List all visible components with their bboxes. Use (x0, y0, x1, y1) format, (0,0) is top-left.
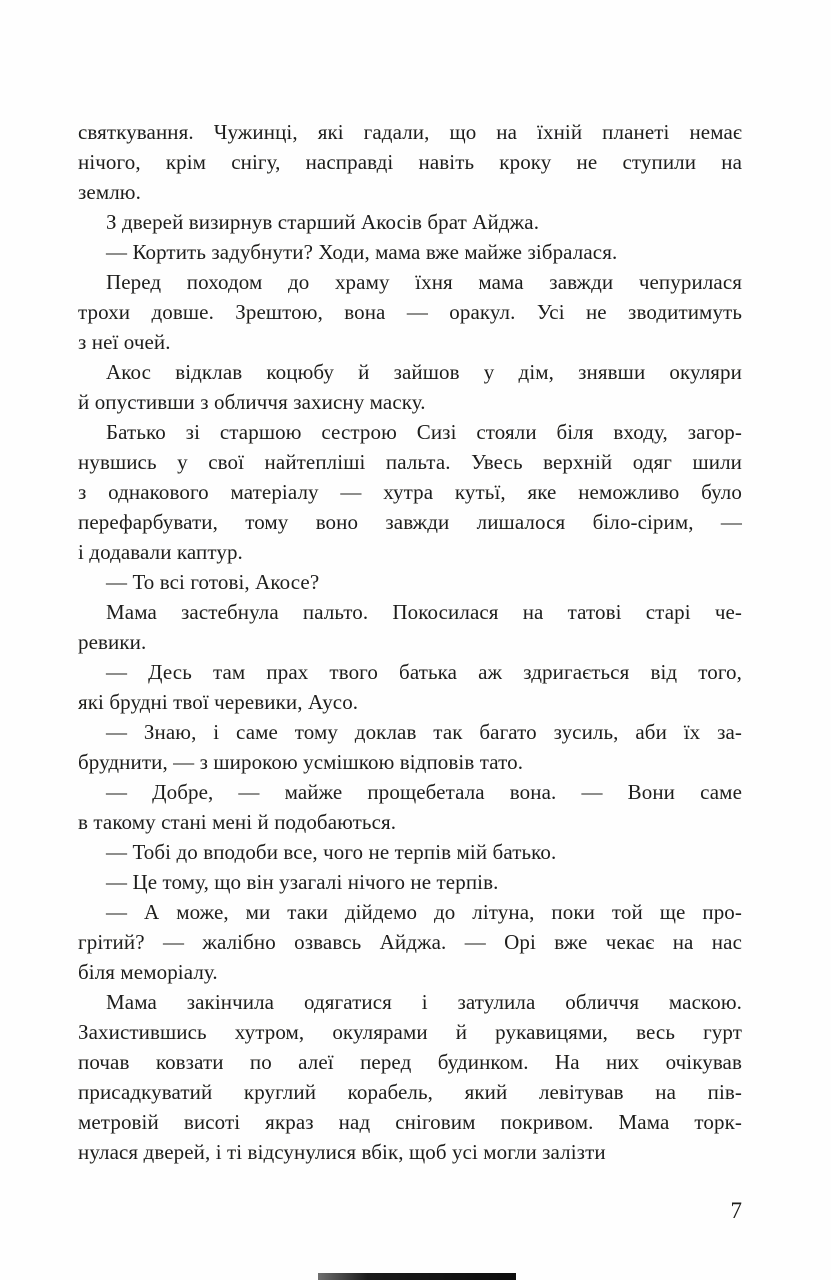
scan-artifact-bar (318, 1273, 516, 1280)
text-line: й опустивши з обличчя захисну маску. (78, 390, 426, 414)
text-line: ревики. (78, 630, 147, 654)
text-line: — Добре, — майже прощебетала вона. — Вони саме (106, 780, 742, 804)
text-line: — Знаю, і саме тому доклав так багато зусиль, аби їх за- (106, 720, 742, 744)
text-line: присадкуватий круглий корабель, який левітував на пів- (78, 1080, 742, 1104)
text-line: — Тобі до вподоби все, чого не терпів мій батько. (106, 840, 557, 864)
text-line: нічого, крім снігу, насправді навіть кроку не ступили на (78, 150, 742, 174)
text-line: — То всі готові, Акосе? (106, 570, 320, 594)
text-line: почав ковзати по алеї перед будинком. На них очікував (78, 1050, 742, 1074)
text-line: з неї очей. (78, 330, 171, 354)
page-text (78, 117, 742, 1167)
text-line: З дверей визирнув старший Акосів брат Айджа. (106, 210, 540, 234)
text-line: — А може, ми таки дійдемо до літуна, поки той ще про- (106, 900, 742, 924)
text-line: в такому стані мені й подобаються. (78, 810, 397, 834)
text-line: трохи довше. Зрештою, вона — оракул. Усі не зводитимуть (78, 300, 742, 324)
text-line: бруднити, — з широкою усмішкою відповів тато. (78, 750, 524, 774)
text-line: нувшись у свої найтепліші пальта. Увесь верхній одяг шили (78, 450, 742, 474)
text-line: — Це тому, що він узагалі нічого не терпів. (106, 870, 499, 894)
page-number: 7 (730, 1198, 742, 1223)
text-line: з однакового матеріалу — хутра кутьї, яке неможливо було (78, 480, 742, 504)
text-line: грітий? — жалібно озвавсь Айджа. — Орі вже чекає на нас (78, 930, 742, 954)
text-line: землю. (78, 180, 141, 204)
text-line: метровій висоті якраз над сніговим покривом. Мама торк- (78, 1110, 742, 1134)
text-line: Перед походом до храму їхня мама завжди чепурилася (106, 270, 742, 294)
text-line: біля меморіалу. (78, 960, 218, 984)
text-line: — Десь там прах твого батька аж здригається від того, (106, 660, 742, 684)
text-line: Мама закінчила одягатися і затулила обличчя маскою. (106, 990, 742, 1014)
text-line: — Кортить задубнути? Ходи, мама вже майже зібралася. (106, 240, 618, 264)
text-line: Батько зі старшою сестрою Сизі стояли біля входу, загор- (106, 420, 742, 444)
text-line: нулася дверей, і ті відсунулися вбік, щоб усі могли залізти (78, 1140, 606, 1164)
text-line: Захистившись хутром, окулярами й рукавицями, весь гурт (78, 1020, 742, 1044)
text-line: Мама застебнула пальто. Покосилася на татові старі че- (106, 600, 742, 624)
text-line: і додавали каптур. (78, 540, 243, 564)
text-line: Акос відклав коцюбу й зайшов у дім, знявши окуляри (106, 360, 742, 384)
text-line: перефарбувати, тому воно завжди лишалося біло-сірим, — (78, 510, 742, 534)
text-line: які брудні твої черевики, Аусо. (78, 690, 359, 714)
text-line: святкування. Чужинці, які гадали, що на їхній планеті немає (78, 120, 742, 144)
